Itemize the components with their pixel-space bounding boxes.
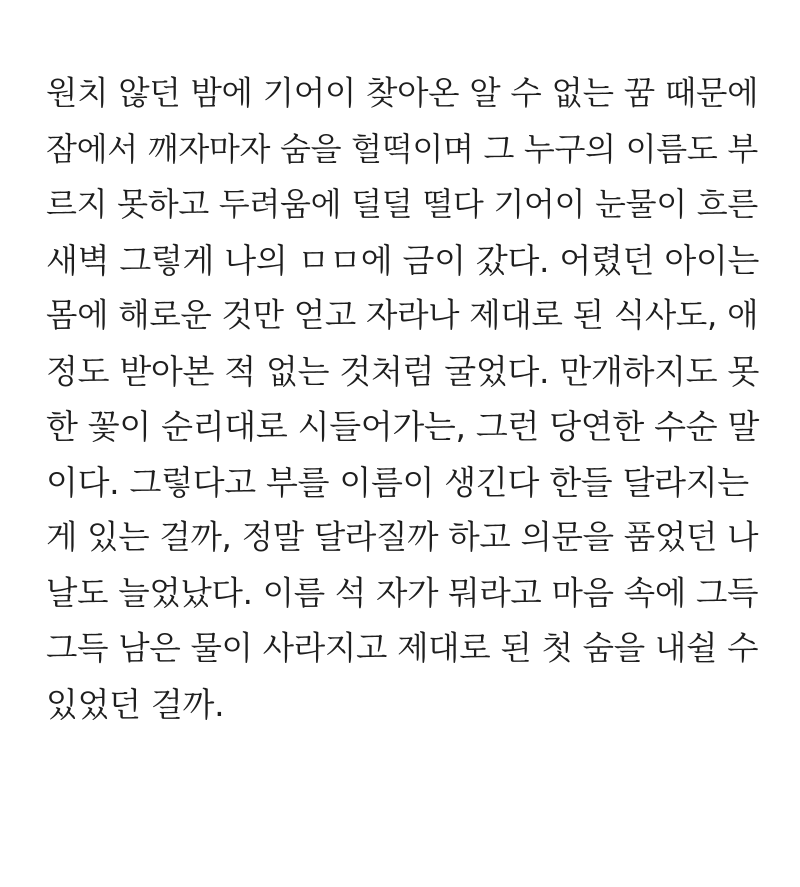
text-line: 날도 늘었났다. 이름 석 자가 뭐라고 마음 속에 그득 [46,573,759,612]
text-line: 르지 못하고 두려움에 덜덜 떨다 기어이 눈물이 흐른 [46,185,758,223]
text-line: 새벽 그렇게 나의 ㅁㅁ에 금이 갔다. 어렸던 아이는 [46,240,760,280]
text-line: 게 있는 걸까, 정말 달라질까 하고 의문을 품었던 나 [46,518,759,556]
body-text [46,66,766,732]
text-line: 한 꽃이 순리대로 시들어가는, 그런 당연한 수순 말 [46,407,760,446]
text-line: 그득 남은 물이 사라지고 제대로 된 첫 숨을 내쉴 수 [46,629,759,667]
text-line: 원치 않던 밤에 기어이 찾아온 알 수 없는 꿈 때문에 [46,74,759,112]
text-line: 있었던 걸까. [46,684,225,724]
text-line: 잠에서 깨자마자 숨을 헐떡이며 그 누구의 이름도 부 [46,129,758,168]
text-line: 정도 받아본 적 없는 것처럼 굴었다. 만개하지도 못 [46,351,760,391]
text-line: 몸에 해로운 것만 얻고 자라나 제대로 된 식사도, 애 [46,296,759,334]
text-line: 이다. 그렇다고 부를 이름이 생긴다 한들 달라지는 [46,462,749,502]
